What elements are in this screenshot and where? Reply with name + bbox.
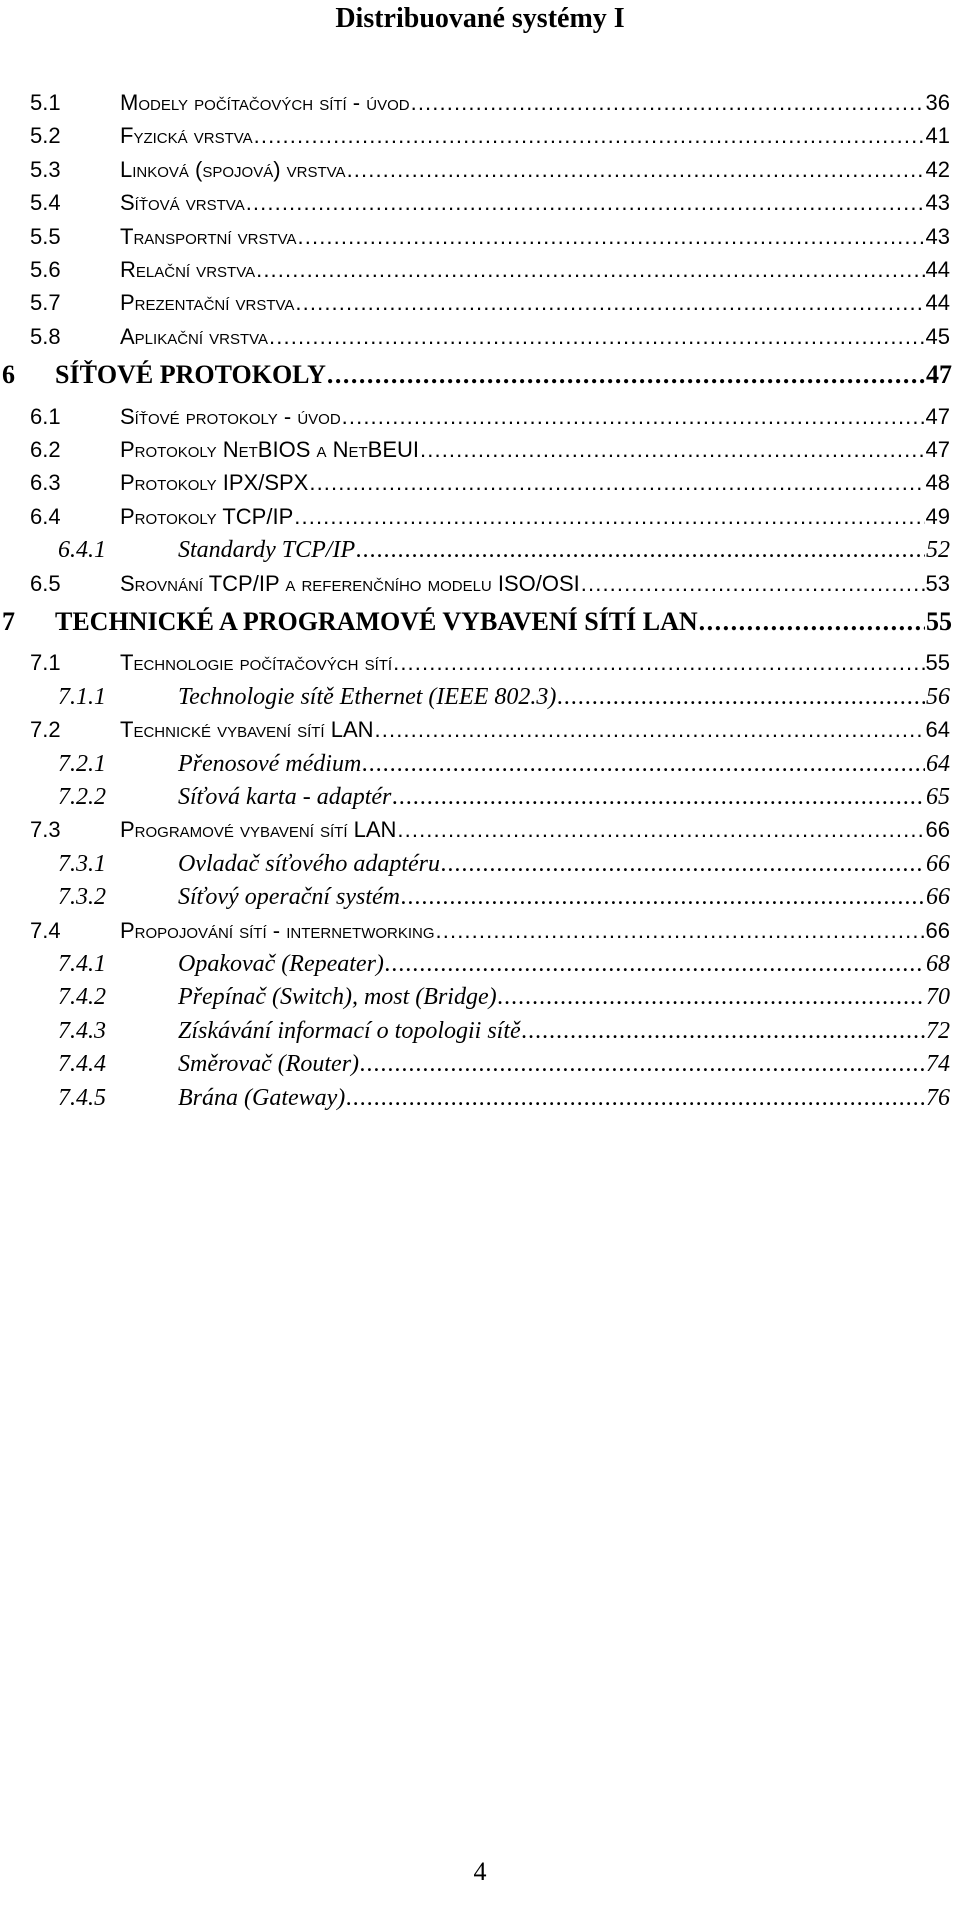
toc-number: 6.5 (30, 570, 61, 596)
toc-title: Srovnání TCP/IP a referenčního modelu ISO/OSI (120, 570, 580, 596)
toc-subsection-row[interactable] (0, 466, 960, 500)
toc-title: Přepínač (Switch), most (Bridge) (178, 984, 497, 1011)
toc-leader-dots (397, 813, 924, 847)
toc-page-number: 43 (925, 190, 950, 216)
toc-number: 7.3.1 (58, 850, 106, 877)
toc-number: 7.4.3 (58, 1017, 106, 1044)
toc-page-number: 56 (926, 683, 950, 710)
toc-page-number: 47 (925, 403, 950, 429)
page-number: 4 (473, 1857, 487, 1886)
toc-subsection-row[interactable] (0, 400, 960, 434)
toc-page-number: 68 (926, 951, 950, 977)
toc-number: 6.4 (30, 503, 61, 529)
toc-title: Směrovač (Router) (178, 1051, 360, 1078)
toc-subsubsection-row[interactable] (0, 1014, 960, 1048)
toc-page-number: 70 (926, 984, 950, 1011)
toc-number: 5.7 (30, 290, 61, 316)
toc-subsubsection-row[interactable] (0, 947, 960, 981)
toc-leader-dots (327, 358, 925, 392)
toc-number: 7.4.2 (58, 984, 106, 1011)
toc-subsubsection-row[interactable] (0, 680, 960, 714)
toc-leader-dots (269, 320, 924, 354)
toc-page-number: 49 (925, 503, 950, 529)
toc-subsection-row[interactable] (0, 86, 960, 120)
toc-leader-dots (411, 86, 925, 120)
toc-subsubsection-row[interactable] (0, 880, 960, 914)
toc-number: 7.4.5 (58, 1084, 106, 1111)
toc-page-number: 43 (925, 223, 950, 249)
toc-leader-dots (295, 286, 924, 320)
toc-title: Síťová vrstva (120, 190, 245, 216)
toc-title: TECHNICKÉ A PROGRAMOVÉ VYBAVENÍ SÍTÍ LAN (55, 607, 698, 636)
toc-page-number: 36 (925, 90, 950, 115)
toc-number: 7 (2, 607, 15, 636)
toc-title: Technické vybavení sítí LAN (120, 717, 374, 743)
toc-page-number: 53 (925, 570, 950, 596)
toc-number: 5.4 (30, 190, 61, 216)
toc-page-number: 55 (925, 650, 950, 676)
toc-leader-dots (557, 680, 925, 714)
toc-subsubsection-row[interactable] (0, 533, 960, 567)
toc-title: Aplikační vrstva (120, 323, 269, 349)
toc-title: SÍŤOVÉ PROTOKOLY (55, 360, 326, 390)
toc-page-number: 64 (926, 750, 950, 777)
toc-title: Relační vrstva (120, 257, 256, 282)
toc-title: Ovladač síťového adaptéru (178, 850, 441, 877)
toc-page-number: 44 (925, 290, 950, 316)
toc-subsection-row[interactable] (0, 153, 960, 187)
toc-section-row[interactable] (0, 605, 960, 639)
toc-leader-dots (392, 780, 925, 814)
toc-leader-dots (401, 880, 925, 914)
toc-page-number: 55 (926, 607, 952, 636)
toc-page-number: 76 (926, 1084, 950, 1111)
toc-leader-dots (356, 533, 925, 567)
toc-title: Modely počítačových sítí - úvod (120, 90, 410, 115)
toc-leader-dots (246, 186, 925, 220)
toc-subsection-row[interactable] (0, 713, 960, 747)
toc-page-number: 41 (925, 123, 950, 149)
toc-number: 7.1.1 (58, 683, 106, 710)
toc-number: 6.4.1 (58, 537, 106, 564)
toc-subsubsection-row[interactable] (0, 747, 960, 781)
toc-subsection-row[interactable] (0, 500, 960, 534)
toc-leader-dots (420, 433, 925, 467)
toc-page-number: 48 (925, 470, 950, 496)
toc-title: Opakovač (Repeater) (178, 951, 384, 977)
toc-subsection-row[interactable] (0, 286, 960, 320)
toc-leader-dots (256, 253, 924, 287)
toc-subsection-row[interactable] (0, 567, 960, 601)
toc-subsection-row[interactable] (0, 433, 960, 467)
toc-title: Protokoly IPX/SPX (120, 470, 309, 496)
toc-leader-dots (375, 713, 925, 747)
toc-title: Prezentační vrstva (120, 290, 295, 316)
toc-number: 7.3 (30, 817, 61, 843)
toc-subsection-row[interactable] (0, 646, 960, 680)
toc-subsubsection-row[interactable] (0, 780, 960, 814)
toc-number: 5.3 (30, 156, 61, 182)
toc-title: Protokoly TCP/IP (120, 503, 294, 529)
toc-title: Propojování sítí - internetworking (120, 917, 435, 943)
toc-number: 5.6 (30, 257, 61, 282)
toc-subsection-row[interactable] (0, 186, 960, 220)
toc-leader-dots (294, 500, 924, 534)
toc-number: 5.1 (30, 90, 61, 115)
toc-title: Fyzická vrstva (120, 123, 253, 149)
toc-subsubsection-row[interactable] (0, 1047, 960, 1081)
toc-title: Linková (spojová) vrstva (120, 156, 346, 182)
toc-leader-dots (498, 980, 925, 1014)
toc-number: 5.2 (30, 123, 61, 149)
toc-title: Síťová karta - adaptér (178, 784, 392, 810)
toc-page-number: 44 (925, 257, 950, 282)
toc-subsection-row[interactable] (0, 320, 960, 354)
toc-leader-dots (360, 1047, 925, 1081)
toc-title: Protokoly NetBIOS a NetBEUI (120, 437, 420, 462)
toc-title: Brána (Gateway) (178, 1084, 346, 1111)
toc-subsection-row[interactable] (0, 220, 960, 254)
toc-leader-dots (309, 466, 924, 500)
toc-title: Standardy TCP/IP (178, 537, 356, 564)
toc-page-number: 64 (925, 717, 950, 743)
toc-subsection-row[interactable] (0, 253, 960, 287)
toc-page-number: 66 (925, 917, 950, 943)
toc-leader-dots (699, 605, 925, 639)
toc-title: Programové vybavení sítí LAN (120, 817, 397, 843)
toc-number: 7.2.2 (58, 784, 106, 810)
toc-subsection-row[interactable] (0, 119, 960, 153)
toc-title: Získávání informací o topologii sítě (178, 1017, 521, 1044)
toc-leader-dots (393, 646, 924, 680)
toc-page-number: 47 (925, 437, 950, 462)
toc-section-row[interactable] (0, 358, 960, 392)
toc-subsection-row[interactable] (0, 813, 960, 847)
toc-leader-dots (347, 153, 925, 187)
toc-number: 5.8 (30, 323, 61, 349)
toc-title: Síťové protokoly - úvod (120, 403, 341, 429)
toc-leader-dots (254, 119, 925, 153)
toc-number: 7.4.1 (58, 951, 106, 977)
toc-leader-dots (346, 1081, 925, 1115)
page-header-title: Distribuované systémy I (335, 3, 625, 34)
toc-leader-dots (581, 567, 925, 601)
toc-number: 7.2 (30, 717, 61, 743)
toc-page-number: 42 (925, 156, 950, 182)
toc-title: Transportní vrstva (120, 223, 297, 249)
toc-page-number: 74 (926, 1051, 950, 1078)
toc-number: 7.4 (30, 917, 61, 943)
toc-page-number: 47 (926, 360, 952, 390)
toc-leader-dots (436, 914, 925, 948)
toc-page-number: 65 (926, 784, 950, 810)
toc-number: 7.1 (30, 650, 61, 676)
toc-page-number: 52 (926, 537, 950, 564)
toc-title: Technologie počítačových sítí (120, 650, 393, 676)
toc-number: 7.3.2 (58, 884, 106, 911)
toc-leader-dots (441, 847, 925, 881)
toc-leader-dots (385, 947, 925, 981)
toc-leader-dots (362, 747, 925, 781)
toc-number: 6.3 (30, 470, 61, 496)
toc-page-number: 45 (925, 323, 950, 349)
toc-page-number: 72 (926, 1017, 950, 1044)
toc-leader-dots (522, 1014, 925, 1048)
toc-page-number: 66 (926, 850, 950, 877)
toc-number: 6.1 (30, 403, 61, 429)
toc-subsubsection-row[interactable] (0, 1081, 960, 1115)
toc-title: Technologie sítě Ethernet (IEEE 802.3) (178, 683, 557, 710)
toc-leader-dots (342, 400, 925, 434)
toc-number: 7.4.4 (58, 1051, 106, 1078)
toc-number: 5.5 (30, 223, 61, 249)
toc-page-number: 66 (925, 817, 950, 843)
toc-number: 6 (2, 360, 15, 390)
toc-subsubsection-row[interactable] (0, 980, 960, 1014)
toc-title: Přenosové médium (178, 750, 362, 777)
toc-page-number: 66 (926, 884, 950, 911)
toc-number: 7.2.1 (58, 750, 106, 777)
toc-subsubsection-row[interactable] (0, 847, 960, 881)
toc-title: Síťový operační systém (178, 884, 400, 911)
toc-leader-dots (298, 220, 925, 254)
toc-subsection-row[interactable] (0, 914, 960, 948)
toc-number: 6.2 (30, 437, 61, 462)
